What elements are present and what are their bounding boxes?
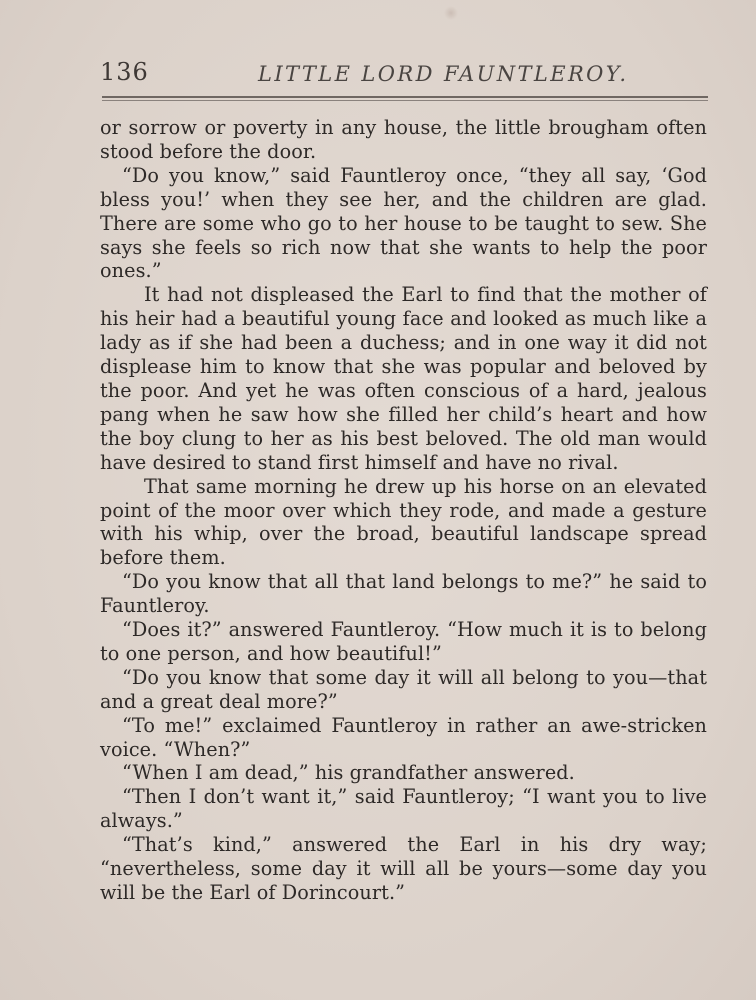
- page-number: 136: [100, 58, 149, 86]
- paragraph: or sorrow or poverty in any house, the little brougham often stood before the door.: [100, 116, 707, 163]
- paragraph: “Do you know that all that land belongs to me?” he said to Fauntleroy.: [100, 570, 707, 618]
- paragraph: “Do you know,” said Fauntleroy once, “they all say, ‘God bless you!’ when they see her, and the children are glad. There are some who go to her house to be taught to sew. She says she feels so rich now that she wants to help the poor ones.”: [100, 163, 707, 283]
- paragraph: “Then I don’t want it,” said Fauntleroy; “I want you to live always.”: [100, 785, 707, 833]
- header-rule: [102, 96, 708, 98]
- paragraph: “To me!” exclaimed Fauntleroy in rather an awe-stricken voice. “When?”: [100, 713, 707, 761]
- paragraph: “Do you know that some day it will all belong to you—that and a great deal more?”: [100, 665, 707, 713]
- paragraph: “Does it?” answered Fauntleroy. “How much it is to belong to one person, and how beautiful!”: [100, 618, 707, 665]
- running-head: [100, 58, 710, 92]
- header-rule-thin: [102, 100, 708, 101]
- paragraph: That same morning he drew up his horse on an elevated point of the moor over which they rode, and made a gesture with his whip, over the broad, beautiful landscape spread before them.: [100, 474, 707, 570]
- page-smudge: [444, 6, 458, 20]
- body-text: [100, 116, 707, 905]
- paragraph: It had not displeased the Earl to find that the mother of his heir had a beautiful young face and looked as much like a lady as if she had been a duchess; and in one way it did not displease him to know that she was popular and beloved by the poor. And yet he was often conscious of a hard, jealous pang when he saw how she filled her child’s heart and how the boy clung to her as his best beloved. The old man would have desired to stand first himself and have no rival.: [100, 283, 707, 474]
- running-title: LITTLE LORD FAUNTLEROY.: [258, 62, 629, 86]
- paragraph: “That’s kind,” answered the Earl in his dry way; “nevertheless, some day it will all be yours—some day you will be the Earl of Dorincourt.”: [100, 833, 707, 904]
- paragraph: “When I am dead,” his grandfather answered.: [122, 761, 575, 785]
